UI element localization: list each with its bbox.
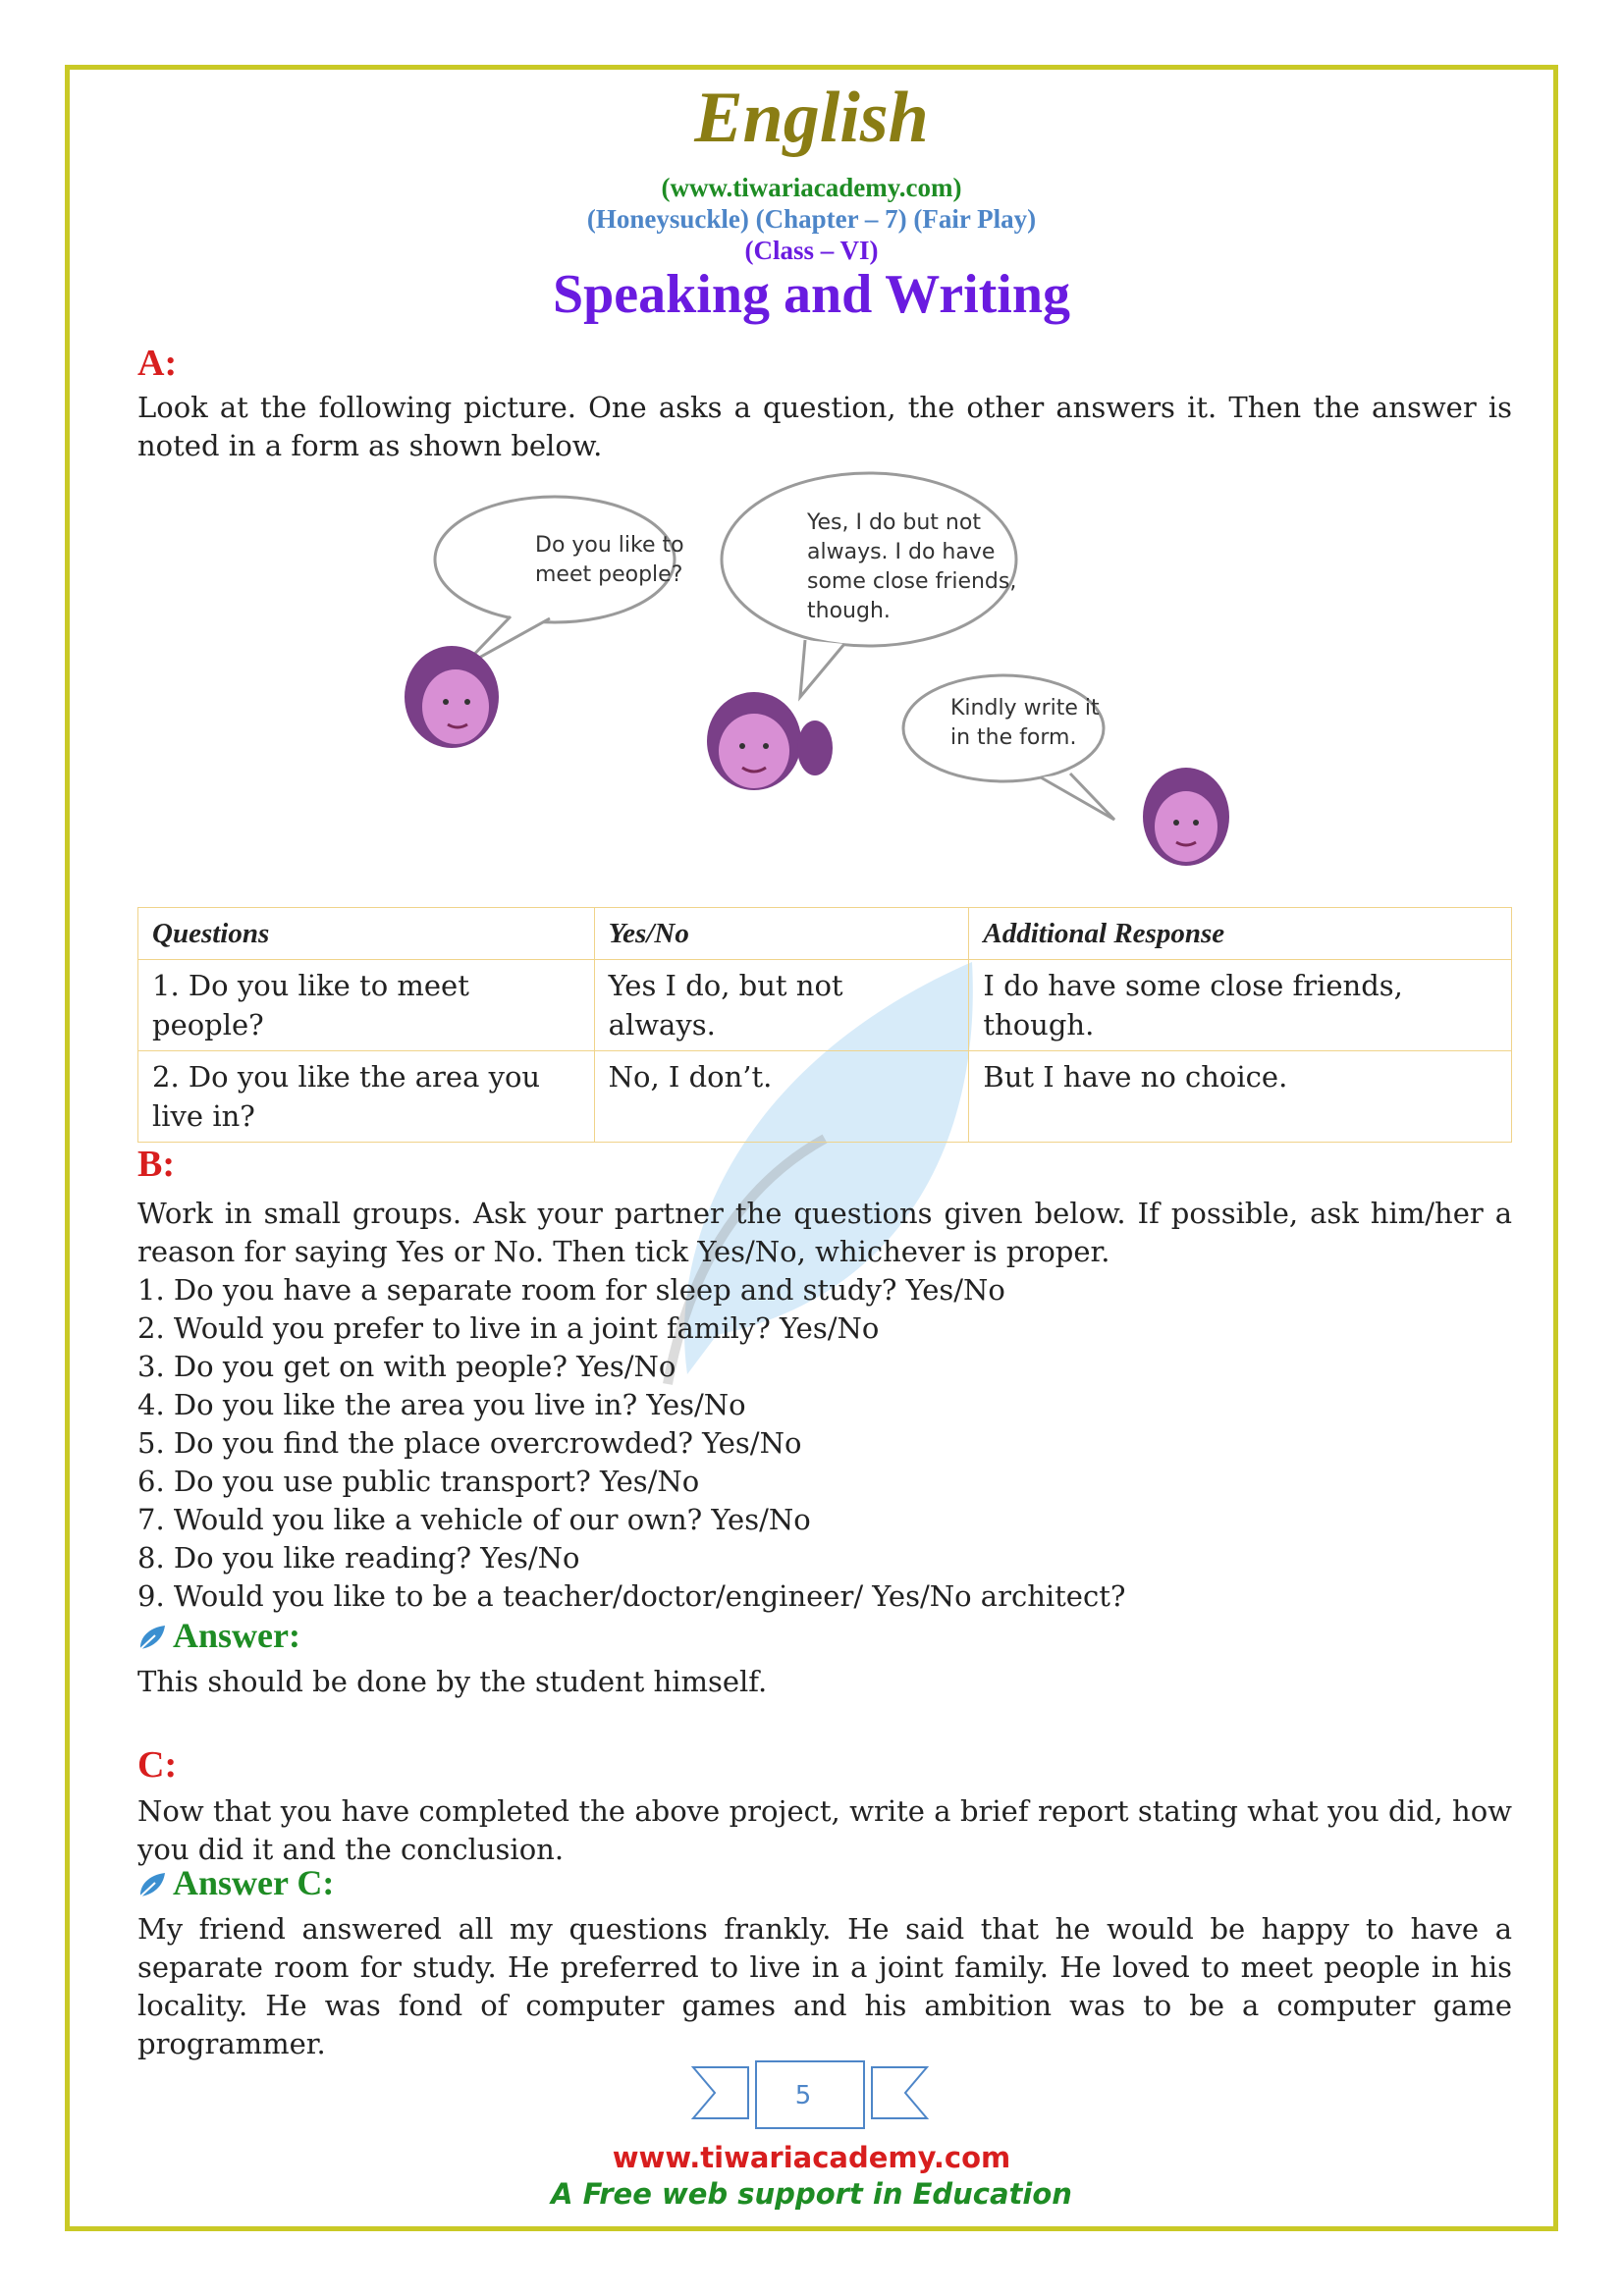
girl-face-1-icon (405, 646, 499, 748)
girl-face-2-icon (707, 692, 833, 790)
section-b-label: B: (137, 1144, 175, 1185)
list-item: 3. Do you get on with people? Yes/No (137, 1350, 676, 1383)
table-cell: 2. Do you like the area you live in? (138, 1051, 595, 1143)
table-cell: But I have no choice. (969, 1051, 1512, 1143)
header-yes-no: Yes/No (594, 908, 969, 960)
list-item: 7. Would you like a vehicle of our own? Yes/No (137, 1503, 811, 1536)
footer-url[interactable]: www.tiwariacademy.com (612, 2141, 1011, 2174)
header-website: (www.tiwariacademy.com) (661, 173, 962, 202)
header-book-chapter: (Honeysuckle) (Chapter – 7) (Fair Play) (586, 204, 1037, 234)
bubble-3-text: Kindly write it in the form. (950, 696, 1100, 750)
list-item: 6. Do you use public transport? Yes/No (137, 1465, 700, 1498)
list-item: 4. Do you like the area you live in? Yes/No (137, 1388, 746, 1421)
list-item: 5. Do you find the place overcrowded? Yes/No (137, 1426, 802, 1460)
table-header-row (138, 908, 1512, 960)
header-class: (Class – VI) (744, 236, 879, 265)
bubble-2-text: Yes, I do but not always. I do have some close friends, though. (807, 510, 1017, 623)
question-list (137, 1271, 1512, 1616)
table-cell: Yes I do, but not always. (594, 960, 969, 1051)
answer-leaf-icon (137, 1871, 167, 1898)
table-cell: 1. Do you like to meet people? (138, 960, 595, 1051)
list-item: 1. Do you have a separate room for sleep and study? Yes/No (137, 1273, 1005, 1307)
table-cell: No, I don’t. (594, 1051, 969, 1143)
header-additional-response: Additional Response (969, 908, 1512, 960)
table-row (138, 1051, 1512, 1143)
section-a-instruction: Look at the following picture. One asks a question, the other answers it. Then the answer is noted in a form as shown below. (137, 391, 1512, 462)
answer-b-text: This should be done by the student himself. (137, 1665, 768, 1698)
section-c-label: C: (137, 1744, 178, 1786)
section-title: Speaking and Writing (552, 264, 1071, 325)
subject-title: English (694, 78, 929, 158)
section-a-label: A: (137, 343, 178, 384)
table-row (138, 960, 1512, 1051)
footer-tagline: A Free web support in Education (551, 2177, 1072, 2211)
answer-c-text: My friend answered all my questions frankly. He said that he would be happy to have a separate room for study. He preferred to live in a joint family. He loved to meet people in his locality. He was fond of computer games and his ambition was to be a computer game programmer. (137, 1912, 1512, 2060)
table-cell: I do have some close friends, though. (969, 960, 1512, 1051)
list-item: 9. Would you like to be a teacher/doctor/engineer/ Yes/No architect? (137, 1579, 1126, 1613)
bubble-1-text: Do you like to meet people? (535, 533, 684, 587)
section-c-instruction: Now that you have completed the above project, write a brief report stating what you did, how you did it and the conclusion. (137, 1794, 1512, 1866)
page-number: 5 (794, 2081, 812, 2110)
section-b-instruction: Work in small groups. Ask your partner the questions given below. If possible, ask him/her a reason for saying Yes or No. Then tick Yes/No, whichever is proper. (137, 1197, 1512, 1268)
list-item: 8. Do you like reading? Yes/No (137, 1541, 580, 1575)
response-table (137, 907, 1512, 1143)
girl-face-3-icon (1143, 768, 1229, 866)
header-questions: Questions (138, 908, 595, 960)
answer-b-label: Answer: (173, 1616, 300, 1655)
answer-leaf-icon (137, 1624, 167, 1651)
list-item: 2. Would you prefer to live in a joint family? Yes/No (137, 1311, 880, 1345)
answer-c-label: Answer C: (173, 1863, 335, 1902)
